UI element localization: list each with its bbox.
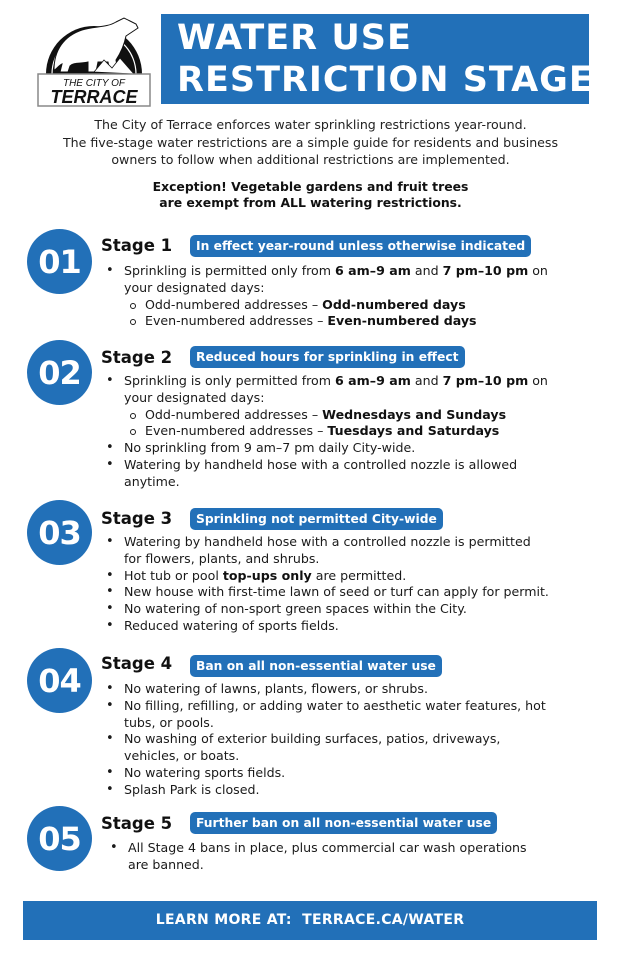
list-item: • Hot tub or pool top-ups only are permitted. [106,568,606,585]
list-item: • No watering of non-sport green spaces within the City. [106,601,606,618]
stage-number-badge: 03 [27,500,92,565]
stage-number-badge: 05 [27,806,92,871]
sub-list-item: Even-numbered addresses – Tuesdays and Saturdays [106,423,606,440]
list-item: • Reduced watering of sports fields. [106,618,606,635]
logo-line1: THE CITY OF [62,78,126,89]
list-item: • No watering of lawns, plants, flowers, or shrubs. [106,681,606,698]
list-item: • Sprinkling is only permitted from 6 am–9 am and 7 pm–10 pm on your designated days: [106,373,606,407]
stage-rules-list [106,534,606,635]
page-title-banner [161,14,621,104]
stage-number-badge: 04 [27,648,92,713]
stage-status-badge: Sprinkling not permitted City-wide [190,508,443,530]
list-item: • Watering by handheld hose with a controlled nozzle is allowed anytime. [106,457,606,491]
sub-list-item: Odd-numbered addresses – Odd-numbered days [106,297,606,314]
stage-status-badge: Further ban on all non-essential water use [190,812,497,834]
intro-line: The City of Terrace enforces water sprinkling restrictions year-round. [94,117,527,132]
list-item: • No watering sports fields. [106,765,606,782]
stage-rules-list [106,373,606,491]
stage-title: Stage 2 [101,348,173,367]
list-item: • Sprinkling is permitted only from 6 am–9 am and 7 pm–10 pm on your designated days: [106,263,606,297]
page-title-line1: WATER USE [177,18,412,58]
list-item: • All Stage 4 bans in place, plus commercial car wash operations are banned. [110,840,610,874]
city-of-terrace-logo [34,12,156,108]
stage-rules-list [106,263,606,330]
stage-title: Stage 5 [101,814,173,833]
stage-title: Stage 4 [101,654,173,673]
stage-status-badge: In effect year-round unless otherwise indicated [190,235,531,257]
exception-line: Exception! Vegetable gardens and fruit trees [152,179,469,194]
list-item: • No sprinkling from 9 am–7 pm daily City-wide. [106,440,606,457]
list-item: • Splash Park is closed. [106,782,606,799]
exception-notice [0,179,621,211]
logo-line2: TERRACE [50,87,138,107]
intro-paragraph [0,116,621,169]
stage-number-badge: 01 [27,229,92,294]
learn-more-link[interactable]: LEARN MORE AT: TERRACE.CA/WATER [23,901,597,940]
stage-title: Stage 1 [101,236,173,255]
stage-rules-list [110,840,610,874]
exception-line: are exempt from ALL watering restrictions. [159,195,462,210]
stage-status-badge: Reduced hours for sprinkling in effect [190,346,465,368]
page-title-line2: RESTRICTION STAGES [177,60,621,100]
intro-line: owners to follow when additional restrictions are implemented. [111,152,510,167]
bear-logo-icon [34,12,156,108]
stage-rules-list [106,681,606,799]
stage-title: Stage 3 [101,509,173,528]
list-item: • No filling, refilling, or adding water to aesthetic water features, hot tubs, or pools. [106,698,606,732]
stage-status-badge: Ban on all non-essential water use [190,655,442,677]
list-item: • No washing of exterior building surfaces, patios, driveways, vehicles, or boats. [106,731,606,765]
sub-list-item: Odd-numbered addresses – Wednesdays and Sundays [106,407,606,424]
list-item: • Watering by handheld hose with a controlled nozzle is permitted for flowers, plants, and shrubs. [106,534,606,568]
list-item: • New house with first-time lawn of seed or turf can apply for permit. [106,584,606,601]
sub-list-item: Even-numbered addresses – Even-numbered days [106,313,606,330]
stage-number-badge: 02 [27,340,92,405]
intro-line: The five-stage water restrictions are a simple guide for residents and business [62,134,559,150]
